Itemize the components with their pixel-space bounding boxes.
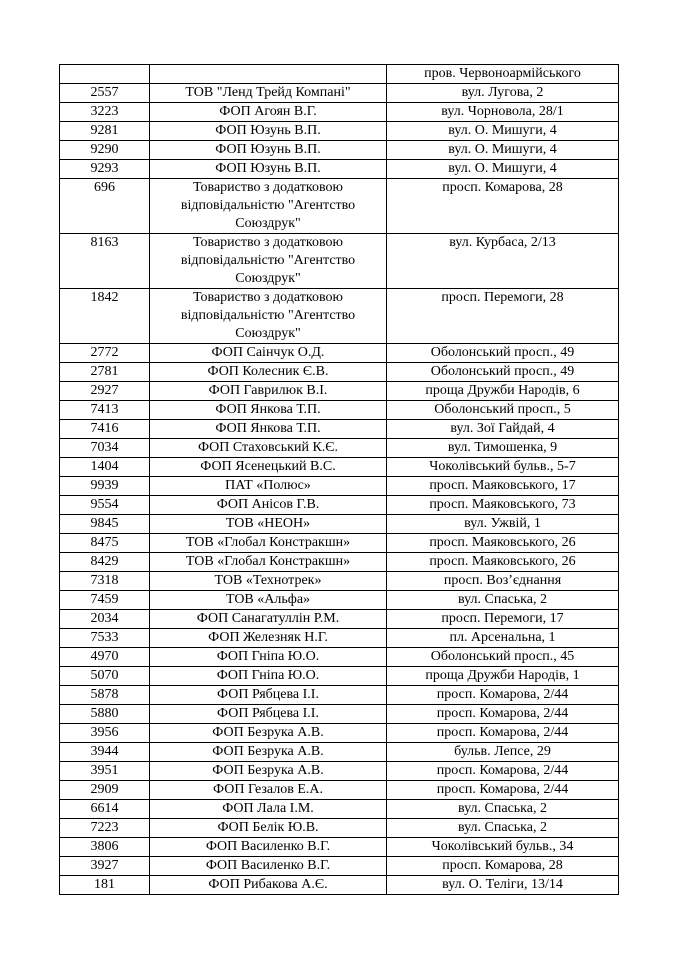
table-row bbox=[60, 289, 619, 344]
table-row bbox=[60, 141, 619, 160]
cell-number: 696 bbox=[60, 179, 150, 234]
table-row bbox=[60, 344, 619, 363]
cell-number: 9290 bbox=[60, 141, 150, 160]
cell-number: 7034 bbox=[60, 439, 150, 458]
cell-address: вул. Спаська, 2 bbox=[387, 591, 619, 610]
table-row bbox=[60, 534, 619, 553]
cell-address: просп. Маяковського, 26 bbox=[387, 534, 619, 553]
table-row bbox=[60, 496, 619, 515]
cell-address: пл. Арсенальна, 1 bbox=[387, 629, 619, 648]
cell-address: Оболонський просп., 49 bbox=[387, 363, 619, 382]
table-row bbox=[60, 857, 619, 876]
registry-table bbox=[59, 64, 619, 895]
cell-address: вул. О. Мишуги, 4 bbox=[387, 122, 619, 141]
cell-name: ФОП Гніпа Ю.О. bbox=[150, 667, 387, 686]
cell-name: ФОП Рябцева І.І. bbox=[150, 705, 387, 724]
cell-number: 7223 bbox=[60, 819, 150, 838]
cell-number: 2781 bbox=[60, 363, 150, 382]
table-row bbox=[60, 648, 619, 667]
cell-name: ФОП Колесник Є.В. bbox=[150, 363, 387, 382]
cell-number: 9939 bbox=[60, 477, 150, 496]
cell-address: просп. Комарова, 2/44 bbox=[387, 724, 619, 743]
cell-number: 8163 bbox=[60, 234, 150, 289]
cell-name: Товариство з додатковою відповідальністю "Агентство Союздрук" bbox=[150, 234, 387, 289]
cell-address: вул. Зої Гайдай, 4 bbox=[387, 420, 619, 439]
cell-address: просп. Маяковського, 73 bbox=[387, 496, 619, 515]
cell-name: ФОП Лала І.М. bbox=[150, 800, 387, 819]
cell-address: просп. Воз’єднання bbox=[387, 572, 619, 591]
cell-name: ФОП Гаврилюк В.І. bbox=[150, 382, 387, 401]
cell-name: ТОВ «Глобал Констракшн» bbox=[150, 553, 387, 572]
cell-number: 9845 bbox=[60, 515, 150, 534]
cell-name: ФОП Железняк Н.Г. bbox=[150, 629, 387, 648]
cell-number: 3956 bbox=[60, 724, 150, 743]
cell-address: бульв. Лепсе, 29 bbox=[387, 743, 619, 762]
cell-number: 3223 bbox=[60, 103, 150, 122]
cell-number: 5880 bbox=[60, 705, 150, 724]
table-row bbox=[60, 458, 619, 477]
cell-name bbox=[150, 65, 387, 84]
cell-address: вул. О. Мишуги, 4 bbox=[387, 160, 619, 179]
cell-name: ПАТ «Полюс» bbox=[150, 477, 387, 496]
table-row bbox=[60, 477, 619, 496]
cell-name: ФОП Стаховський К.Є. bbox=[150, 439, 387, 458]
cell-number: 3944 bbox=[60, 743, 150, 762]
cell-number: 7533 bbox=[60, 629, 150, 648]
cell-address: вул. Ужвій, 1 bbox=[387, 515, 619, 534]
cell-name: ФОП Василенко В.Г. bbox=[150, 857, 387, 876]
cell-address: просп. Перемоги, 28 bbox=[387, 289, 619, 344]
cell-name: ТОВ "Ленд Трейд Компані" bbox=[150, 84, 387, 103]
cell-name: ФОП Анісов Г.В. bbox=[150, 496, 387, 515]
cell-name: ФОП Юзунь В.П. bbox=[150, 141, 387, 160]
table-row bbox=[60, 382, 619, 401]
table-row bbox=[60, 572, 619, 591]
cell-number: 3951 bbox=[60, 762, 150, 781]
cell-name: ФОП Санагатуллін Р.М. bbox=[150, 610, 387, 629]
cell-address: вул. Чорновола, 28/1 bbox=[387, 103, 619, 122]
cell-name: ТОВ «Глобал Констракшн» bbox=[150, 534, 387, 553]
table-row bbox=[60, 160, 619, 179]
cell-name: ФОП Безрука А.В. bbox=[150, 724, 387, 743]
cell-address: просп. Комарова, 2/44 bbox=[387, 781, 619, 800]
cell-name: ФОП Юзунь В.П. bbox=[150, 160, 387, 179]
cell-address: просп. Комарова, 28 bbox=[387, 857, 619, 876]
cell-number bbox=[60, 65, 150, 84]
cell-name: ФОП Рибакова А.Є. bbox=[150, 876, 387, 895]
cell-name: ТОВ «Альфа» bbox=[150, 591, 387, 610]
cell-name: ФОП Безрука А.В. bbox=[150, 743, 387, 762]
cell-name: ФОП Василенко В.Г. bbox=[150, 838, 387, 857]
cell-number: 5070 bbox=[60, 667, 150, 686]
cell-number: 181 bbox=[60, 876, 150, 895]
cell-name: ФОП Янкова Т.П. bbox=[150, 401, 387, 420]
cell-name: ФОП Янкова Т.П. bbox=[150, 420, 387, 439]
table-row bbox=[60, 724, 619, 743]
cell-number: 3927 bbox=[60, 857, 150, 876]
cell-address: просп. Комарова, 2/44 bbox=[387, 705, 619, 724]
cell-address: Чоколівський бульв., 34 bbox=[387, 838, 619, 857]
cell-number: 7416 bbox=[60, 420, 150, 439]
cell-name: ФОП Безрука А.В. bbox=[150, 762, 387, 781]
table-row bbox=[60, 667, 619, 686]
cell-name: Товариство з додатковою відповідальністю "Агентство Союздрук" bbox=[150, 179, 387, 234]
cell-number: 9281 bbox=[60, 122, 150, 141]
table-row bbox=[60, 234, 619, 289]
cell-name: Товариство з додатковою відповідальністю "Агентство Союздрук" bbox=[150, 289, 387, 344]
cell-number: 2909 bbox=[60, 781, 150, 800]
cell-name: ФОП Гніпа Ю.О. bbox=[150, 648, 387, 667]
table-row bbox=[60, 686, 619, 705]
cell-name: ФОП Белік Ю.В. bbox=[150, 819, 387, 838]
table-row bbox=[60, 515, 619, 534]
cell-number: 7459 bbox=[60, 591, 150, 610]
table-row bbox=[60, 819, 619, 838]
cell-address: вул. Спаська, 2 bbox=[387, 819, 619, 838]
cell-name: ФОП Рябцева І.І. bbox=[150, 686, 387, 705]
cell-number: 5878 bbox=[60, 686, 150, 705]
cell-number: 6614 bbox=[60, 800, 150, 819]
cell-address: вул. Тимошенка, 9 bbox=[387, 439, 619, 458]
cell-address: Оболонський просп., 45 bbox=[387, 648, 619, 667]
cell-number: 1842 bbox=[60, 289, 150, 344]
cell-number: 2034 bbox=[60, 610, 150, 629]
registry-table-body bbox=[60, 65, 619, 895]
cell-address: просп. Комарова, 28 bbox=[387, 179, 619, 234]
cell-number: 8475 bbox=[60, 534, 150, 553]
table-row bbox=[60, 439, 619, 458]
cell-number: 9293 bbox=[60, 160, 150, 179]
table-row bbox=[60, 781, 619, 800]
document-page bbox=[59, 64, 618, 895]
cell-address: Чоколівський бульв., 5-7 bbox=[387, 458, 619, 477]
cell-number: 9554 bbox=[60, 496, 150, 515]
table-row bbox=[60, 800, 619, 819]
cell-name: ФОП Юзунь В.П. bbox=[150, 122, 387, 141]
cell-name: ФОП Гезалов Е.А. bbox=[150, 781, 387, 800]
cell-number: 4970 bbox=[60, 648, 150, 667]
cell-address: Оболонський просп., 5 bbox=[387, 401, 619, 420]
table-row bbox=[60, 762, 619, 781]
table-row bbox=[60, 610, 619, 629]
table-row bbox=[60, 838, 619, 857]
table-row bbox=[60, 629, 619, 648]
table-row bbox=[60, 363, 619, 382]
table-row bbox=[60, 103, 619, 122]
cell-address: вул. Спаська, 2 bbox=[387, 800, 619, 819]
cell-number: 7318 bbox=[60, 572, 150, 591]
cell-number: 2772 bbox=[60, 344, 150, 363]
cell-address: просп. Комарова, 2/44 bbox=[387, 762, 619, 781]
table-row bbox=[60, 401, 619, 420]
table-row bbox=[60, 84, 619, 103]
cell-name: ФОП Саінчук О.Д. bbox=[150, 344, 387, 363]
cell-address: просп. Комарова, 2/44 bbox=[387, 686, 619, 705]
cell-address: вул. О. Теліги, 13/14 bbox=[387, 876, 619, 895]
cell-address: Оболонський просп., 49 bbox=[387, 344, 619, 363]
cell-number: 8429 bbox=[60, 553, 150, 572]
cell-name: ТОВ «НЕОН» bbox=[150, 515, 387, 534]
cell-address: вул. Лугова, 2 bbox=[387, 84, 619, 103]
cell-number: 3806 bbox=[60, 838, 150, 857]
cell-number: 2927 bbox=[60, 382, 150, 401]
cell-address: вул. Курбаса, 2/13 bbox=[387, 234, 619, 289]
cell-address: проща Дружби Народів, 1 bbox=[387, 667, 619, 686]
table-row bbox=[60, 122, 619, 141]
cell-name: ФОП Агоян В.Г. bbox=[150, 103, 387, 122]
table-row bbox=[60, 65, 619, 84]
table-row bbox=[60, 705, 619, 724]
cell-number: 7413 bbox=[60, 401, 150, 420]
cell-number: 2557 bbox=[60, 84, 150, 103]
table-row bbox=[60, 179, 619, 234]
cell-name: ТОВ «Технотрек» bbox=[150, 572, 387, 591]
cell-name: ФОП Ясенецький В.С. bbox=[150, 458, 387, 477]
cell-address: просп. Перемоги, 17 bbox=[387, 610, 619, 629]
table-row bbox=[60, 591, 619, 610]
cell-address: проща Дружби Народів, 6 bbox=[387, 382, 619, 401]
cell-address: вул. О. Мишуги, 4 bbox=[387, 141, 619, 160]
cell-number: 1404 bbox=[60, 458, 150, 477]
table-row bbox=[60, 553, 619, 572]
table-row bbox=[60, 743, 619, 762]
table-row bbox=[60, 420, 619, 439]
cell-address: просп. Маяковського, 17 bbox=[387, 477, 619, 496]
table-row bbox=[60, 876, 619, 895]
cell-address: пров. Червоноармійського bbox=[387, 65, 619, 84]
cell-address: просп. Маяковського, 26 bbox=[387, 553, 619, 572]
